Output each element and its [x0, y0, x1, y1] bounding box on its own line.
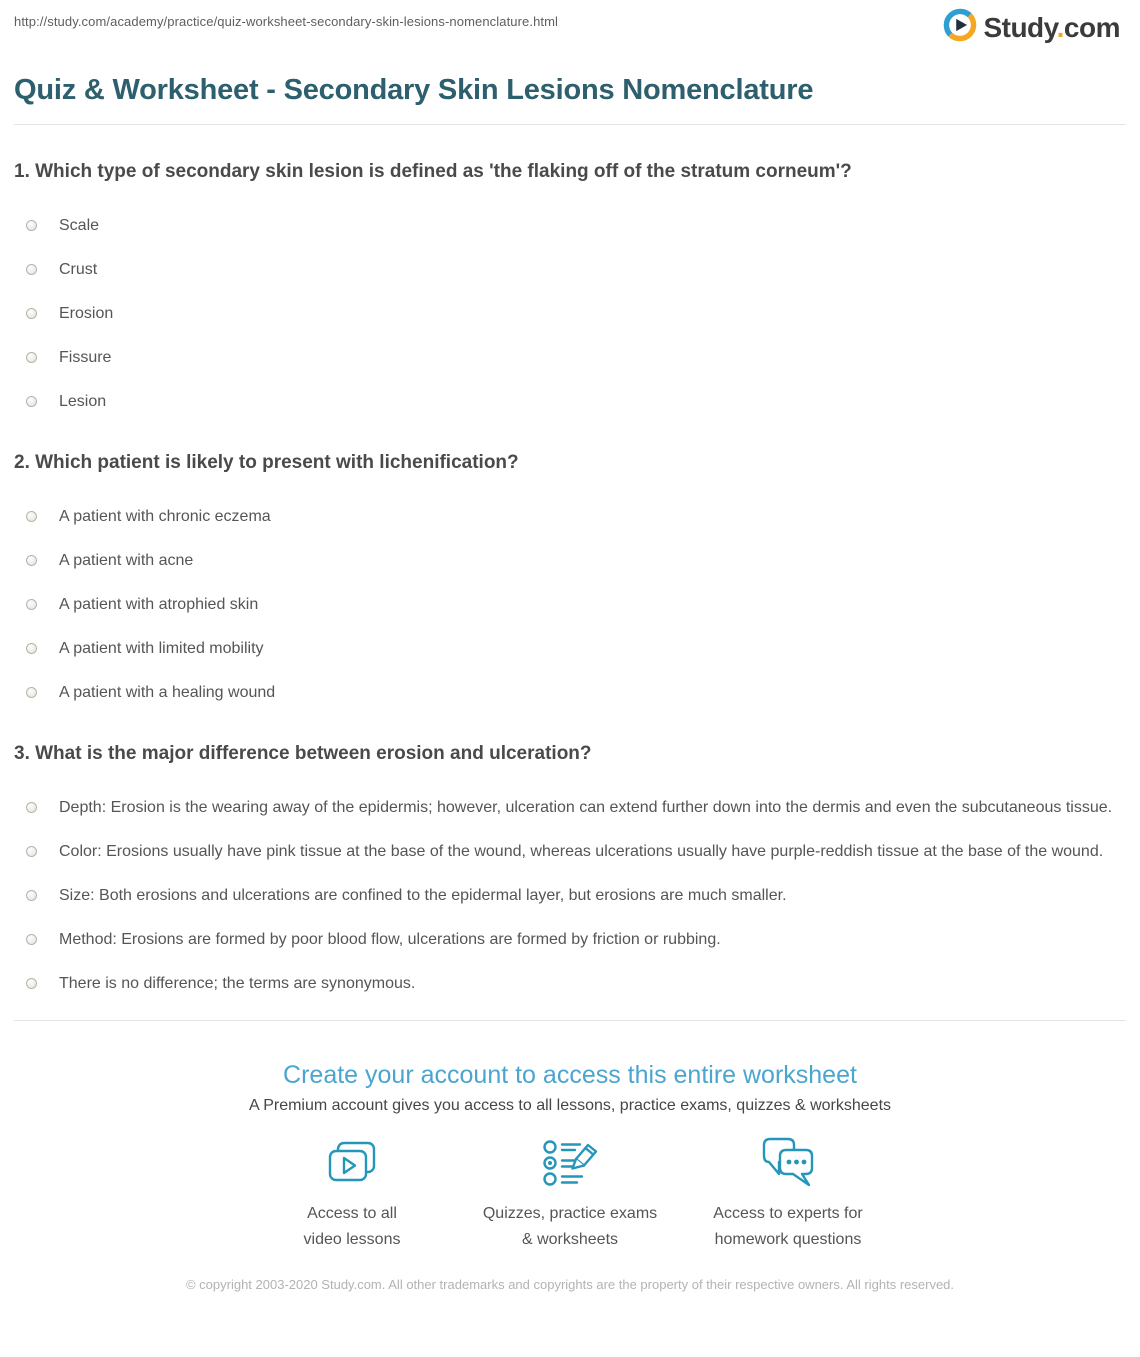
answer-option[interactable] [14, 211, 1126, 240]
option-label[interactable]: Method: Erosions are formed by poor blood flow, ulcerations are formed by friction or rubbing. [59, 931, 721, 948]
question-1-heading: 1. Which type of secondary skin lesion is defined as 'the flaking off of the stratum corneum'? [14, 161, 852, 182]
option-label[interactable]: Crust [59, 261, 98, 278]
title-divider [14, 124, 1126, 125]
option-label[interactable]: A patient with limited mobility [59, 640, 264, 657]
answer-option[interactable] [14, 502, 1126, 531]
option-label[interactable]: Erosion [59, 305, 114, 322]
radio-button[interactable] [26, 802, 37, 813]
cta-heading: Create your account to access this entire worksheet [283, 1061, 857, 1089]
radio-button[interactable] [26, 352, 37, 363]
page-url: http://study.com/academy/practice/quiz-worksheet-secondary-skin-lesions-nomenclature.html [14, 14, 559, 29]
answer-option[interactable] [14, 793, 1126, 822]
answer-option[interactable] [14, 881, 1126, 910]
question-3 [14, 741, 1126, 998]
option-label[interactable]: Color: Erosions usually have pink tissue at the base of the wound, whereas ulcerations usually have purple-reddish tissue at the base of the wound. [59, 843, 1104, 860]
option-label[interactable]: Fissure [59, 349, 112, 366]
option-label[interactable]: A patient with acne [59, 552, 194, 569]
radio-button[interactable] [26, 396, 37, 407]
copyright-notice: © copyright 2003-2020 Study.com. All other trademarks and copyrights are the property of their respective owners. All rights reserved. [185, 1277, 955, 1292]
answer-option[interactable] [14, 634, 1126, 663]
answer-option[interactable] [14, 837, 1126, 866]
cta-section [14, 1061, 1126, 1296]
option-label[interactable]: Scale [59, 217, 100, 234]
cta-subheading: A Premium account gives you access to all lessons, practice exams, quizzes & worksheets [248, 1097, 892, 1114]
radio-button[interactable] [26, 934, 37, 945]
question-2-heading: 2. Which patient is likely to present with lichenification? [14, 452, 519, 473]
answer-option[interactable] [14, 255, 1126, 284]
feature-list [14, 1138, 1126, 1253]
radio-button[interactable] [26, 687, 37, 698]
feature-quizzes-worksheets [461, 1138, 679, 1253]
answer-option[interactable] [14, 590, 1126, 619]
radio-button[interactable] [26, 846, 37, 857]
radio-button[interactable] [26, 308, 37, 319]
answer-option[interactable] [14, 969, 1126, 998]
page-header [14, 0, 1126, 47]
question-1 [14, 159, 1126, 416]
feature-caption: Quizzes, practice exams & worksheets [482, 1205, 658, 1248]
logo-dot: . [1056, 11, 1064, 43]
radio-button[interactable] [26, 890, 37, 901]
radio-button[interactable] [26, 599, 37, 610]
answer-option[interactable] [14, 546, 1126, 575]
radio-button[interactable] [26, 220, 37, 231]
answer-option[interactable] [14, 678, 1126, 707]
radio-button[interactable] [26, 264, 37, 275]
option-label[interactable]: Lesion [59, 393, 107, 410]
cta-divider [14, 1020, 1126, 1021]
answer-option[interactable] [14, 299, 1126, 328]
feature-homework-experts [679, 1138, 897, 1253]
page-title: Quiz & Worksheet - Secondary Skin Lesions Nomenclature [14, 74, 814, 106]
studycom-logo[interactable] [943, 8, 1120, 47]
radio-button[interactable] [26, 643, 37, 654]
radio-button[interactable] [26, 978, 37, 989]
feature-video-lessons [243, 1138, 461, 1253]
answer-option[interactable] [14, 343, 1126, 372]
question-3-heading: 3. What is the major difference between erosion and ulceration? [14, 743, 592, 764]
option-label[interactable]: Depth: Erosion is the wearing away of the epidermis; however, ulceration can extend further down into the dermis and even the subcutaneous tissue. [59, 799, 1113, 816]
studycom-logo-text: Study.com [983, 11, 1120, 43]
option-label[interactable]: A patient with atrophied skin [59, 596, 259, 613]
option-label[interactable]: Size: Both erosions and ulcerations are confined to the epidermal layer, but erosions are much smaller. [59, 887, 787, 904]
answer-option[interactable] [14, 925, 1126, 954]
option-label[interactable]: A patient with chronic eczema [59, 508, 271, 525]
feature-caption: Access to experts for homework questions [713, 1205, 863, 1248]
answer-option[interactable] [14, 387, 1126, 416]
question-2 [14, 450, 1126, 707]
studycom-play-icon [943, 8, 977, 47]
option-label[interactable]: A patient with a healing wound [59, 684, 276, 701]
option-label[interactable]: There is no difference; the terms are synonymous. [59, 975, 416, 992]
quiz-worksheet-icon [541, 1138, 599, 1190]
video-lessons-icon [327, 1138, 377, 1190]
feature-caption: Access to all video lessons [303, 1205, 401, 1248]
radio-button[interactable] [26, 555, 37, 566]
radio-button[interactable] [26, 511, 37, 522]
homework-chat-icon [758, 1138, 818, 1190]
